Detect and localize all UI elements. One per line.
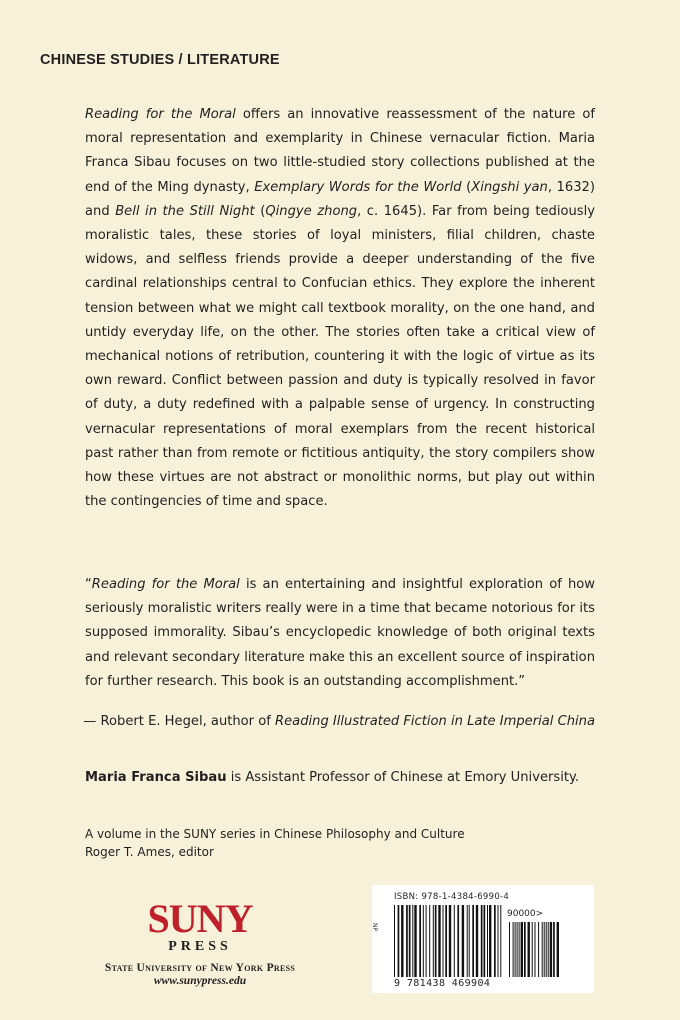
- description-text: offers an innovative reassessment of the nature of moral representation and exemplarity in Chinese vernacular fiction. Maria Franca Sibau focuses on two little-studied story collections published at the end of the Ming dynasty,: [85, 107, 596, 195]
- barcode-bar: [401, 905, 403, 977]
- publisher-url: www.sunypress.edu: [153, 975, 247, 987]
- barcode-bar: [521, 922, 523, 977]
- barcode-bar: [457, 905, 459, 977]
- series-editor: Roger T. Ames, editor: [85, 845, 214, 859]
- barcode-bar: [476, 905, 478, 977]
- price-code: 90000>: [507, 909, 544, 919]
- barcode-bar: [481, 905, 483, 977]
- barcode-bar: [414, 905, 416, 977]
- book-title: Reading for the Moral: [85, 107, 236, 122]
- side-code: NP: [371, 923, 378, 932]
- barcode-bar: [454, 905, 455, 977]
- description-text: , 1632) and: [85, 179, 595, 219]
- barcode-bar: [398, 905, 400, 977]
- description-paragraph: [85, 103, 595, 514]
- barcode-bar: [489, 905, 491, 977]
- description-text: (: [461, 179, 472, 195]
- barcode-bar: [550, 922, 552, 977]
- publisher-logo: [85, 896, 315, 987]
- author-name: Maria Franca Sibau: [85, 770, 227, 785]
- barcode-bar: [433, 905, 434, 977]
- barcode-bar: [535, 922, 536, 977]
- quote-attribution: [83, 710, 595, 734]
- press-logo-word: PRESS: [168, 939, 232, 954]
- price-addon-barcode: [509, 922, 561, 977]
- barcode-bar: [498, 905, 499, 977]
- barcode-bar: [553, 922, 555, 977]
- barcode-bar: [538, 922, 539, 977]
- barcode-bar: [469, 905, 470, 977]
- barcode-bar: [429, 905, 430, 977]
- barcode-bar: [423, 905, 424, 977]
- barcode-panel: [372, 885, 594, 993]
- barcode-bar: [487, 905, 488, 977]
- series-line: A volume in the SUNY series in Chinese Philosophy and Culture: [85, 827, 465, 841]
- barcode-bar: [462, 905, 464, 977]
- book-title-1: Exemplary Words for the World: [254, 179, 462, 195]
- barcode-bar: [544, 922, 545, 977]
- book-title-2-chinese: Qingye zhong: [265, 203, 358, 219]
- barcode-bar: [438, 905, 440, 977]
- description-text: (: [254, 203, 266, 219]
- description-text: , c. 1645). Far from being tediously moralistic tales, these stories of loyal ministers, filial children, chaste widows, and selfless friends provide a deeper understanding of the five cardinal relationships central to Confucian ethics. They explore the inherent tension between what we might call textbook morality, on the one hand, and untidy everyday life, on the other. The stories often take a critical view of mechanical notions of retribution, countering it with the logic of virtue as its own reward. Conflict between passion and duty is typically resolved in favor of duty, a duty redefined with a palpable sense of urgency. In constructing vernacular representations of moral exemplars from the recent historical past rather than from remote or fictitious antiquity, the story compilers show how these virtues are not abstract or monolithic norms, but play out within the contingencies of time and space.: [85, 203, 595, 510]
- barcode-bar: [517, 922, 518, 977]
- barcode-bar: [513, 922, 514, 977]
- barcode-bar: [449, 905, 451, 977]
- barcode-bar: [509, 922, 510, 977]
- barcode-bar: [435, 905, 437, 977]
- barcode-bar: [494, 905, 496, 977]
- quote-text: is an entertaining and insightful exploration of how seriously moralistic writers really were in a time that became notorious for its supposed immorality. Sibau’s encyclopedic knowledge of both original texts and relevant secondary literature make this an excellent source of inspiration for further research. This book is an outstanding accomplishment.”: [85, 577, 595, 689]
- book-title-2: Bell in the Still Night: [115, 203, 255, 219]
- barcode-bar: [443, 905, 444, 977]
- barcode-bar: [409, 905, 411, 977]
- barcode-bar: [394, 905, 395, 977]
- barcode-bar: [406, 905, 408, 977]
- barcode-bar: [542, 922, 543, 977]
- barcode-bar: [546, 922, 547, 977]
- quote-mark: “: [85, 577, 92, 592]
- isbn-label: ISBN: 978-1-4384-6990-4: [394, 892, 510, 902]
- barcode-bar: [484, 905, 486, 977]
- barcode-bar: [528, 922, 530, 977]
- series-info: [85, 825, 465, 861]
- barcode-bar: [532, 922, 533, 977]
- barcode-bar: [472, 905, 474, 977]
- quote-book-title: Reading for the Moral: [91, 577, 240, 592]
- author-bio-text: is Assistant Professor of Chinese at Emory University.: [226, 770, 580, 785]
- endorsement-quote: [85, 573, 595, 694]
- ean-barcode: [394, 905, 502, 977]
- barcode-bar: [412, 905, 413, 977]
- barcode-bar: [467, 905, 468, 977]
- barcode-bar: [519, 922, 520, 977]
- barcode-bar: [524, 922, 526, 977]
- barcode-bar: [426, 905, 427, 977]
- barcode-bar: [500, 905, 501, 977]
- attribution-text: — Robert E. Hegel, author of: [83, 714, 276, 729]
- suny-logo-word: SUNY: [147, 896, 253, 941]
- book-title-1-chinese: Xingshi yan: [471, 179, 548, 195]
- barcode-bar: [557, 922, 559, 977]
- attribution-book-title: Reading Illustrated Fiction in Late Imperial China: [275, 714, 595, 729]
- barcode-bar: [419, 905, 421, 977]
- barcode-bar: [445, 905, 447, 977]
- barcode-bar: [515, 922, 516, 977]
- publisher-name: State University of New York Press: [104, 962, 296, 974]
- barcode-bar: [548, 922, 549, 977]
- ean-digits: 9 781438 469904: [394, 978, 491, 989]
- author-bio: [85, 766, 579, 790]
- category-label: CHINESE STUDIES / LITERATURE: [40, 52, 280, 68]
